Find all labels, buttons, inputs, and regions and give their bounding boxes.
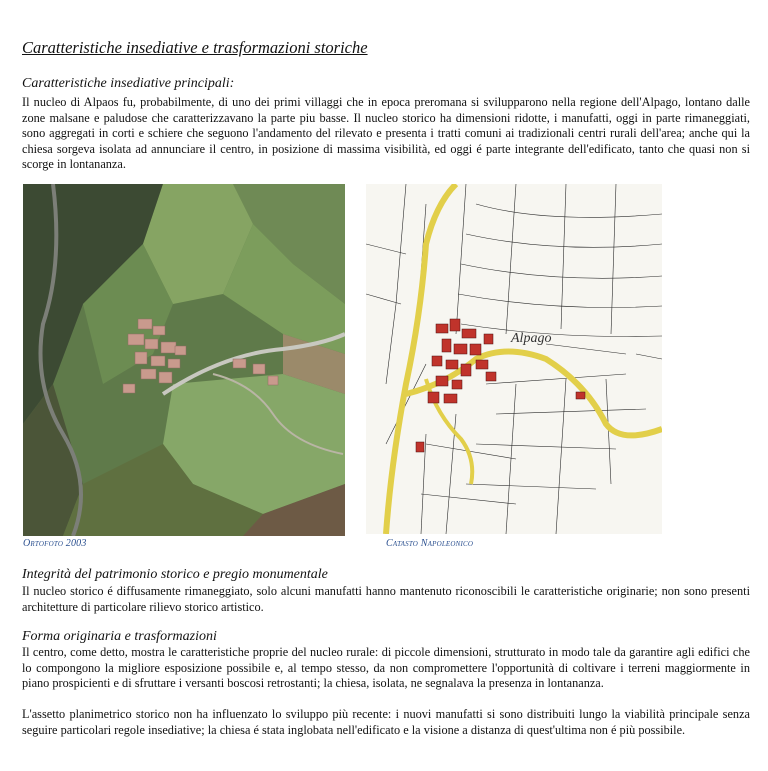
paragraph-settlement: Il nucleo di Alpaos fu, probabilmente, di uno dei primi villaggi che in epoca preromana si svilupparono nella regione dell'Alpago, lontano dalle zone malsane e paludose che caratterizzavano la parte piu basse. Il nucleo storico ha dimensioni ridotte, i manufatti, oggi in parte rimaneggiati, sono aggregati in corti e schiere che seguono l'andamento del rilevato e presenta i tratti comuni ai tradizionali centri rurali dell'area; anche qui la chiesa sorgeva isolata ad annunciare il centro, in posizione di massima visibilità, ed oggi é parte integrante dell'edificato, tanto che quasi non si scorge in lontananza. [22, 95, 750, 172]
paragraph-integrity: Il nucleo storico é diffusamente rimaneggiato, solo alcuni manufatti hanno mantenuto riconoscibili le caratteristiche originarie; non sono presenti architetture di particolare rilievo storico artistico. [22, 584, 750, 614]
section-heading-integrity: Integrità del patrimonio storico e pregio monumentale [22, 567, 328, 582]
orthophoto-caption: Ortofoto 2003 [23, 538, 87, 549]
napoleonic-cadastre-map [366, 184, 662, 534]
section-heading-settlement: Caratteristiche insediative principali: [22, 76, 235, 91]
orthophoto-image [23, 184, 345, 536]
section-heading-transformations: Forma originaria e trasformazioni [22, 629, 217, 644]
paragraph-transformations-1: Il centro, come detto, mostra le caratteristiche proprie del nucleo rurale: di piccole dimensioni, strutturato in modo tale da garantire agli edifici che lo compongono la migliore esposizione possibile e, al tempo stesso, da non compromettere l'opportunità di coltivare i terreni maggiormente in piano prospicienti e di sfruttare i versanti boscosi retrostanti; la chiesa, isolata, ne segnalava la presenza in lontananza. [22, 645, 750, 691]
cadastre-caption: Catasto Napoleonico [386, 538, 474, 549]
map-place-label: Alpago [511, 331, 552, 346]
paragraph-transformations-2: L'assetto planimetrico storico non ha influenzato lo sviluppo più recente: i nuovi manufatti si sono distribuiti lungo la viabilità principale senza seguire particolari regole insediative; la chiesa é stata inglobata nell'edificato e la visione a distanza di quest'ultima non é più possibile. [22, 707, 750, 737]
page-title: Caratteristiche insediative e trasformazioni storiche [22, 38, 368, 57]
